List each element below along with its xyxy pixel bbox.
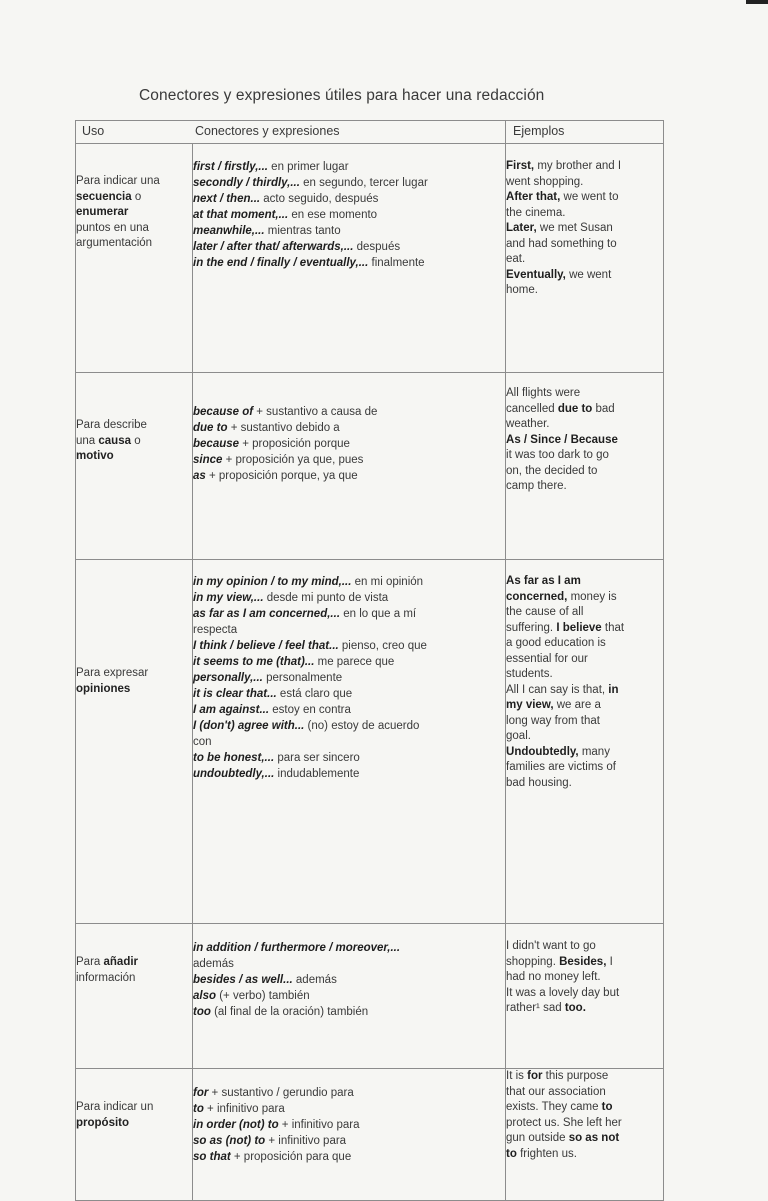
connector-line: [193, 686, 505, 702]
uso-line: [76, 955, 192, 971]
emphasized-text: añadir: [103, 956, 139, 968]
text-run: suffering.: [506, 621, 557, 634]
example-line: [506, 1131, 663, 1147]
connector-line: [193, 159, 505, 175]
connector-line: [193, 1117, 505, 1133]
text-run: Para indicar una: [76, 175, 160, 187]
text-run: rather¹ sad: [506, 1002, 565, 1014]
emphasized-text: next / then...: [193, 193, 261, 205]
text-run: essential for our: [506, 652, 588, 665]
table-row: [76, 924, 664, 1069]
example-line: [506, 448, 663, 464]
text-run: my brother and I: [534, 160, 622, 172]
emphasized-text: in the end / finally / eventually,...: [193, 257, 369, 269]
emphasized-text: for: [193, 1087, 209, 1099]
header-uso: Uso: [82, 124, 105, 138]
emphasized-text: later / after that/ afterwards,...: [193, 241, 354, 253]
text-run: a good education is: [506, 637, 606, 649]
uso-line: [76, 666, 192, 682]
header-ejemplos: Ejemplos: [506, 121, 664, 144]
emphasized-text: After that,: [506, 191, 561, 203]
emphasized-text: undoubtedly,...: [193, 768, 275, 780]
example-line: [506, 1069, 663, 1085]
text-run: para ser sincero: [274, 752, 360, 764]
text-run: All I can say is that,: [506, 683, 609, 696]
text-run: had no money left.: [506, 971, 601, 983]
text-run: o: [131, 190, 142, 203]
example-line: [506, 1116, 663, 1132]
emphasized-text: to: [506, 1147, 517, 1160]
text-run: una: [76, 434, 99, 447]
connector-line: [193, 1133, 505, 1149]
text-run: indudablemente: [274, 768, 360, 780]
example-line: [506, 621, 663, 637]
text-run: goal.: [506, 730, 531, 742]
table-row: [76, 560, 664, 924]
emphasized-text: my view,: [506, 699, 554, 711]
uso-line: [76, 971, 192, 987]
emphasized-text: so that: [193, 1151, 231, 1163]
example-line: [506, 1147, 663, 1163]
example-line: [506, 1085, 663, 1101]
emphasized-text: too: [193, 1006, 211, 1018]
text-run: we are a: [553, 699, 601, 711]
text-run: Para describe: [76, 419, 147, 431]
emphasized-text: causa: [98, 434, 131, 447]
emphasized-text: secondly / thirdly,...: [193, 177, 300, 189]
text-run: con: [193, 736, 212, 748]
emphasized-text: enumerar: [76, 206, 129, 218]
example-line: [506, 175, 663, 191]
example-line: [506, 667, 663, 683]
text-run: that our association: [506, 1085, 606, 1098]
example-line: [506, 464, 663, 480]
conectores-cell: [193, 560, 506, 924]
text-run: that: [601, 621, 625, 634]
text-run: money is: [567, 590, 617, 603]
text-run: en ese momento: [288, 209, 378, 221]
text-run: bad housing.: [506, 776, 572, 789]
connector-line: [193, 574, 505, 590]
emphasized-text: I believe: [556, 621, 602, 634]
example-line: [506, 1001, 663, 1017]
example-line: [506, 683, 663, 699]
text-run: argumentación: [76, 237, 153, 249]
text-run: Para: [76, 956, 104, 968]
text-run: finalmente: [368, 257, 425, 269]
uso-line: [76, 221, 192, 237]
example-line: [506, 776, 663, 792]
connector-line: [193, 404, 505, 420]
connector-line: [193, 940, 505, 956]
text-run: en lo que a mí: [340, 608, 417, 620]
example-line: [506, 221, 663, 237]
example-line: [506, 252, 663, 268]
example-line: [506, 636, 663, 652]
connector-line: [193, 452, 505, 468]
text-run: + infinitivo para: [203, 1103, 285, 1115]
emphasized-text: due to: [557, 402, 593, 415]
example-line: [506, 402, 663, 418]
emphasized-text: As far as I am: [506, 575, 581, 587]
text-run: gun outside: [506, 1132, 569, 1144]
text-run: me parece que: [314, 656, 395, 668]
connector-line: [193, 1149, 505, 1165]
text-run: I: [606, 955, 613, 968]
connector-line: [193, 638, 505, 654]
ejemplos-cell: [506, 924, 664, 1069]
text-run: en primer lugar: [267, 161, 349, 173]
emphasized-text: so as not: [568, 1132, 620, 1144]
emphasized-text: Undoubtedly,: [506, 745, 579, 758]
emphasized-text: First,: [506, 160, 535, 172]
text-run: además: [193, 958, 234, 970]
text-run: it was too dark to go: [506, 449, 609, 461]
text-run: It is: [506, 1070, 528, 1082]
uso-line: [76, 205, 192, 221]
example-line: [506, 605, 663, 621]
emphasized-text: first / firstly,...: [193, 161, 268, 173]
table-row: [76, 1069, 664, 1201]
example-line: [506, 760, 663, 776]
emphasized-text: in: [608, 683, 619, 696]
emphasized-text: As / Since / Because: [506, 433, 618, 446]
emphasized-text: motivo: [76, 450, 114, 462]
text-run: en mi opinión: [351, 576, 424, 588]
emphasized-text: Eventually,: [506, 268, 566, 281]
emphasized-text: propósito: [76, 1116, 130, 1129]
connector-line: [193, 1004, 505, 1020]
example-line: [506, 283, 663, 299]
table-row: [76, 144, 664, 373]
text-run: protect us. She left her: [506, 1116, 622, 1129]
text-run: and had something to: [506, 237, 617, 250]
text-run: pienso, creo que: [338, 640, 427, 652]
emphasized-text: in my view,...: [193, 592, 264, 604]
uso-line: [76, 174, 192, 190]
text-run: we went: [565, 268, 612, 281]
text-run: + proposición para que: [230, 1151, 352, 1163]
example-line: [506, 745, 663, 761]
emphasized-text: in addition / furthermore / moreover,...: [193, 942, 401, 954]
page-title: Conectores y expresiones útiles para hacer una redacción: [139, 87, 545, 104]
text-run: camp there.: [506, 480, 567, 492]
text-run: went shopping.: [506, 175, 584, 188]
conectores-cell: [193, 1069, 506, 1201]
example-line: [506, 433, 663, 449]
header-uso-conectores: [76, 121, 506, 144]
connector-line: [193, 654, 505, 670]
emphasized-text: personally,...: [193, 672, 263, 684]
emphasized-text: Later,: [506, 222, 537, 234]
emphasized-text: to: [193, 1103, 204, 1115]
text-run: (al final de la oración) también: [210, 1006, 369, 1018]
example-line: [506, 159, 663, 175]
text-run: después: [353, 241, 401, 253]
conectores-cell: [193, 373, 506, 560]
text-run: the cinema.: [506, 206, 566, 219]
text-run: we went to: [560, 191, 619, 203]
example-line: [506, 206, 663, 222]
connector-line: [193, 988, 505, 1004]
text-run: personalmente: [262, 672, 343, 684]
example-line: [506, 729, 663, 745]
emphasized-text: it seems to me (that)...: [193, 656, 315, 668]
emphasized-text: I (don't) agree with...: [193, 720, 305, 732]
emphasized-text: besides / as well...: [193, 974, 293, 986]
connector-line: [193, 702, 505, 718]
ejemplos-cell: [506, 373, 664, 560]
emphasized-text: because: [193, 438, 240, 450]
uso-line: [76, 236, 192, 252]
scan-corner-mark: [746, 0, 768, 4]
connector-line: [193, 175, 505, 191]
emphasized-text: concerned,: [506, 590, 568, 603]
text-run: desde mi punto de vista: [263, 592, 389, 604]
emphasized-text: because of: [193, 406, 254, 418]
text-run: we met Susan: [536, 222, 613, 234]
connector-line: [193, 718, 505, 734]
ejemplos-cell: [506, 1069, 664, 1201]
example-line: [506, 479, 663, 495]
example-line: [506, 1100, 663, 1116]
connector-line: [193, 420, 505, 436]
text-run: + infinitivo para: [278, 1119, 360, 1131]
text-run: (+ verbo) también: [216, 990, 310, 1002]
emphasized-text: also: [193, 990, 217, 1002]
uso-line: [76, 682, 192, 698]
connector-line: [193, 606, 505, 622]
connector-line: [193, 223, 505, 239]
text-run: home.: [506, 284, 538, 296]
text-run: All flights were: [506, 387, 581, 399]
uso-line: [76, 190, 192, 206]
connector-line: [193, 468, 505, 484]
example-line: [506, 590, 663, 606]
emphasized-text: to: [601, 1101, 613, 1113]
text-run: en segundo, tercer lugar: [299, 177, 428, 189]
text-run: many: [578, 745, 610, 758]
text-run: o: [131, 434, 141, 447]
emphasized-text: I think / believe / feel that...: [193, 640, 339, 652]
example-line: [506, 986, 663, 1002]
text-run: shopping.: [506, 955, 560, 968]
uso-line: [76, 1116, 192, 1132]
text-run: + infinitivo para: [265, 1135, 347, 1147]
connector-line: [193, 750, 505, 766]
uso-line: [76, 434, 192, 450]
text-run: (no) estoy de acuerdo: [304, 720, 420, 732]
text-run: respecta: [193, 624, 238, 636]
example-line: [506, 698, 663, 714]
example-line: [506, 386, 663, 402]
emphasized-text: it is clear that...: [193, 688, 277, 700]
emphasized-text: too.: [564, 1002, 586, 1014]
emphasized-text: as: [193, 470, 206, 482]
emphasized-text: since: [193, 454, 223, 466]
example-line: [506, 652, 663, 668]
connector-line: [193, 436, 505, 452]
uso-cell: [76, 144, 193, 373]
ejemplos-cell: [506, 144, 664, 373]
text-run: + sustantivo a causa de: [253, 406, 378, 418]
example-line: [506, 190, 663, 206]
table-row: [76, 373, 664, 560]
text-run: exists. They came: [506, 1101, 602, 1113]
example-line: [506, 939, 663, 955]
uso-cell: [76, 560, 193, 924]
emphasized-text: at that moment,...: [193, 209, 289, 221]
emphasized-text: so as (not) to: [193, 1135, 266, 1147]
connector-line: [193, 590, 505, 606]
uso-line: [76, 1100, 192, 1116]
connector-line: [193, 734, 505, 750]
example-line: [506, 574, 663, 590]
text-run: + sustantivo / gerundio para: [208, 1087, 354, 1099]
example-line: [506, 417, 663, 433]
connector-line: [193, 766, 505, 782]
uso-cell: [76, 1069, 193, 1201]
text-run: cancelled: [506, 402, 558, 415]
emphasized-text: due to: [193, 422, 228, 434]
text-run: puntos en una: [76, 221, 149, 234]
connector-line: [193, 191, 505, 207]
connector-line: [193, 956, 505, 972]
text-run: on, the decided to: [506, 464, 598, 477]
text-run: weather.: [506, 418, 550, 430]
example-line: [506, 237, 663, 253]
connector-line: [193, 670, 505, 686]
emphasized-text: I am against...: [193, 704, 270, 716]
text-run: mientras tanto: [264, 225, 341, 237]
connector-line: [193, 239, 505, 255]
ejemplos-cell: [506, 560, 664, 924]
connector-line: [193, 207, 505, 223]
text-run: acto seguido, después: [260, 193, 379, 205]
text-run: bad: [592, 402, 615, 415]
emphasized-text: for: [527, 1070, 543, 1082]
text-run: está claro que: [276, 688, 353, 700]
uso-line: [76, 418, 192, 434]
text-run: eat.: [506, 253, 526, 265]
connector-line: [193, 255, 505, 271]
text-run: + sustantivo debido a: [227, 422, 340, 434]
example-line: [506, 970, 663, 986]
connector-line: [193, 1101, 505, 1117]
text-run: families are victims of: [506, 761, 616, 773]
example-line: [506, 268, 663, 284]
uso-cell: [76, 924, 193, 1069]
emphasized-text: meanwhile,...: [193, 225, 265, 237]
emphasized-text: in order (not) to: [193, 1119, 279, 1131]
uso-line: [76, 449, 192, 465]
connector-line: [193, 972, 505, 988]
table-header-row: [76, 121, 664, 144]
text-run: It was a lovely day but: [506, 986, 620, 999]
uso-cell: [76, 373, 193, 560]
conectores-cell: [193, 144, 506, 373]
connectors-table: [75, 120, 664, 1201]
text-run: this purpose: [542, 1070, 609, 1082]
emphasized-text: opiniones: [76, 682, 131, 695]
text-run: Para expresar: [76, 667, 149, 679]
text-run: I didn't want to go: [506, 940, 596, 952]
text-run: información: [76, 971, 136, 984]
emphasized-text: in my opinion / to my mind,...: [193, 576, 352, 588]
text-run: + proposición porque: [239, 438, 350, 450]
emphasized-text: secuencia: [76, 190, 132, 203]
emphasized-text: as far as I am concerned,...: [193, 608, 341, 620]
text-run: Para indicar un: [76, 1101, 154, 1113]
text-run: además: [292, 974, 337, 986]
text-run: + proposición ya que, pues: [222, 454, 364, 466]
text-run: students.: [506, 668, 553, 680]
emphasized-text: Besides,: [559, 955, 607, 968]
text-run: long way from that: [506, 714, 600, 727]
text-run: the cause of all: [506, 606, 584, 618]
text-run: estoy en contra: [269, 704, 351, 716]
conectores-cell: [193, 924, 506, 1069]
connector-line: [193, 622, 505, 638]
emphasized-text: to be honest,...: [193, 752, 275, 764]
example-line: [506, 955, 663, 971]
connector-line: [193, 1085, 505, 1101]
text-run: + proposición porque, ya que: [205, 470, 358, 482]
example-line: [506, 714, 663, 730]
text-run: frighten us.: [516, 1147, 577, 1160]
header-conectores: Conectores y expresiones: [195, 124, 340, 138]
